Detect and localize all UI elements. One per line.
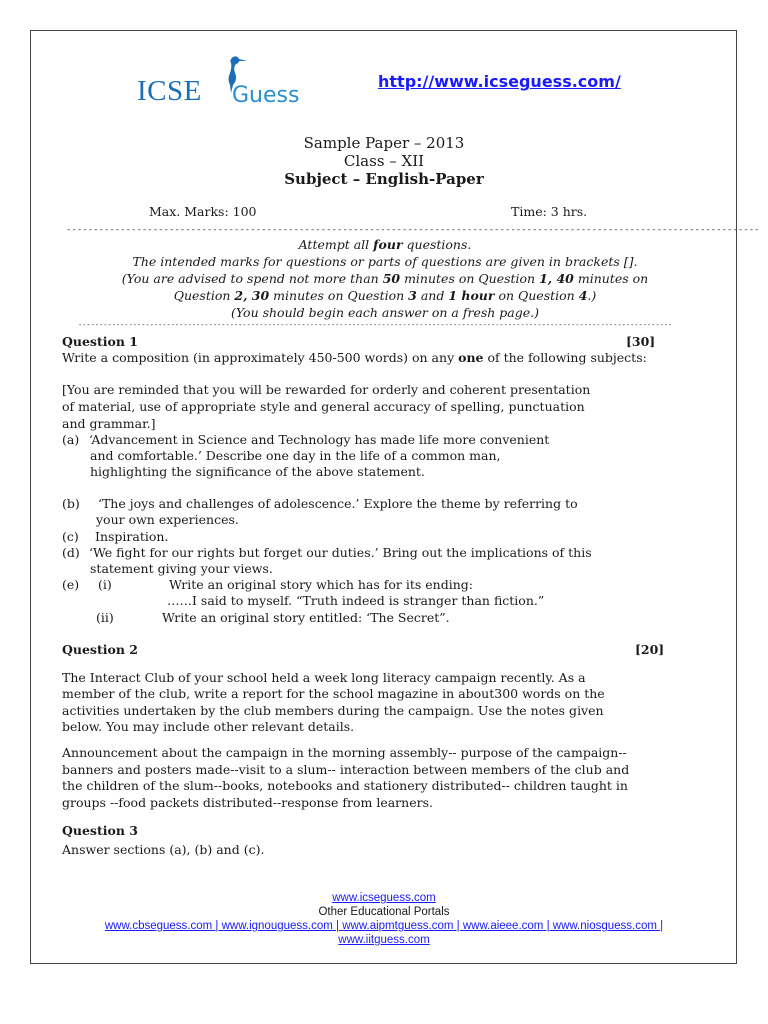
- footer-portals-label: Other Educational Portals: [318, 906, 450, 918]
- paper-title: Sample Paper – 2013: [303, 134, 465, 152]
- q2-paragraph-1-line-4: below. You may include other relevant details.: [62, 719, 355, 734]
- footer-iitguess-link[interactable]: www.iitguess.com: [338, 934, 430, 946]
- footer-links-row: www.cbseguess.com | www.ignouguess.com | www.aipmtguess.com | www.aieee.com | www.niosguess.com |: [104, 920, 664, 932]
- q1-reminder-2: of material, use of appropriate style and general accuracy of spelling, punctuation: [62, 399, 585, 414]
- instruction-line-2: The intended marks for questions or parts of questions are given in brackets [].: [132, 254, 638, 269]
- question-1-heading: Question 1: [62, 334, 138, 349]
- option-d-line-2: statement giving your views.: [90, 561, 273, 576]
- option-c-label: (c): [62, 529, 79, 544]
- q2-paragraph-2-line-2: banners and posters made--visit to a slum-- interaction between members of the club and: [62, 762, 630, 777]
- q2-paragraph-2-line-4: groups --food packets distributed--response from learners.: [62, 795, 433, 810]
- option-a-line-1: ‘Advancement in Science and Technology has made life more convenient: [89, 432, 550, 447]
- header-url-link[interactable]: http://www.icseguess.com/: [378, 72, 621, 91]
- footer-aieee-link[interactable]: www.aieee.com: [462, 920, 544, 932]
- q2-paragraph-1-line-2: member of the club, write a report for the school magazine in about300 words on the: [62, 686, 605, 701]
- footer-ignouguess-link[interactable]: www.ignouguess.com: [221, 920, 333, 932]
- q1-intro: Write a composition (in approximately 450-500 words) on any one of the following subjects:: [62, 350, 647, 365]
- question-1: [62, 334, 692, 350]
- logo-guess-text: Guess: [232, 83, 300, 108]
- option-b-line-2: your own experiences.: [96, 512, 239, 527]
- footer-site: [0, 891, 768, 906]
- instruction-line-1: Attempt all four questions.: [298, 237, 472, 252]
- option-a-label: (a): [62, 432, 80, 447]
- logo-icse-text: ICSE: [137, 75, 202, 107]
- instruction-line-5: (You should begin each answer on a fresh page.): [231, 305, 539, 320]
- question-1-marks: [30]: [626, 334, 656, 349]
- max-marks: Max. Marks: 100: [149, 204, 257, 219]
- icse-guess-logo: [137, 55, 307, 113]
- instruction-line-4: Question 2, 30 minutes on Question 3 and 1 hour on Question 4.): [173, 288, 597, 303]
- option-b-line-1: ‘The joys and challenges of adolescence.’ Explore the theme by referring to: [98, 496, 578, 511]
- footer-aipmtguess-link[interactable]: www.aipmtguess.com: [342, 920, 454, 932]
- option-b-label: (b): [62, 496, 80, 511]
- question-3-text: Answer sections (a), (b) and (c).: [62, 842, 265, 857]
- q2-paragraph-1-line-1: The Interact Club of your school held a week long literacy campaign recently. As a: [62, 670, 586, 685]
- q2-paragraph-2-line-3: the children of the slum--books, notebooks and stationery distributed-- children taught in: [62, 778, 628, 793]
- q2-paragraph-2-line-1: Announcement about the campaign in the morning assembly-- purpose of the campaign--: [62, 745, 627, 760]
- footer-niosguess-link[interactable]: www.niosguess.com: [552, 920, 657, 932]
- option-d-line-1: ‘We fight for our rights but forget our duties.’ Bring out the implications of this: [89, 545, 592, 560]
- option-a-line-2: and comfortable.’ Describe one day in the life of a common man,: [90, 448, 501, 463]
- option-e-ii-label: (ii): [96, 610, 114, 625]
- footer-icseguess-link[interactable]: www.icseguess.com: [332, 892, 436, 904]
- instruction-line-3: (You are advised to spend not more than 50 minutes on Question 1, 40 minutes on: [121, 271, 649, 286]
- option-a-line-3: highlighting the significance of the above statement.: [90, 464, 425, 479]
- option-c-line-1: Inspiration.: [95, 529, 169, 544]
- option-e-label: (e): [62, 577, 80, 592]
- divider-bottom: ---------------------------------------------------------------------------------------------------------------------------------------------: [78, 321, 673, 329]
- divider-top: --------------------------------------------------------------------------------------------------------------------------------: [66, 225, 760, 235]
- option-d-label: (d): [62, 545, 80, 560]
- q2-paragraph-1-line-3: activities undertaken by the club members during the campaign. Use the notes given: [62, 703, 604, 718]
- question-2: [62, 642, 692, 658]
- footer-cbseguess-link[interactable]: www.cbseguess.com: [104, 920, 213, 932]
- footer-links-row-2: [0, 933, 768, 948]
- option-e-i-line-2: ……I said to myself. “Truth indeed is stranger than fiction.”: [167, 593, 545, 608]
- class-title: Class – XII: [343, 152, 425, 170]
- option-e-i-line-1: Write an original story which has for its ending:: [169, 577, 473, 592]
- subject-title: Subject – English-Paper: [284, 170, 484, 188]
- option-e-ii-line-1: Write an original story entitled: ‘The Secret”.: [162, 610, 450, 625]
- q1-reminder-1: [You are reminded that you will be rewarded for orderly and coherent presentation: [62, 382, 591, 397]
- question-3-heading: Question 3: [62, 823, 138, 838]
- question-2-marks: [20]: [635, 642, 665, 657]
- time-allowed: Time: 3 hrs.: [511, 204, 588, 219]
- question-2-heading: Question 2: [62, 642, 138, 657]
- q1-reminder-3: and grammar.]: [62, 416, 156, 431]
- option-e-i-label: (i): [98, 577, 112, 592]
